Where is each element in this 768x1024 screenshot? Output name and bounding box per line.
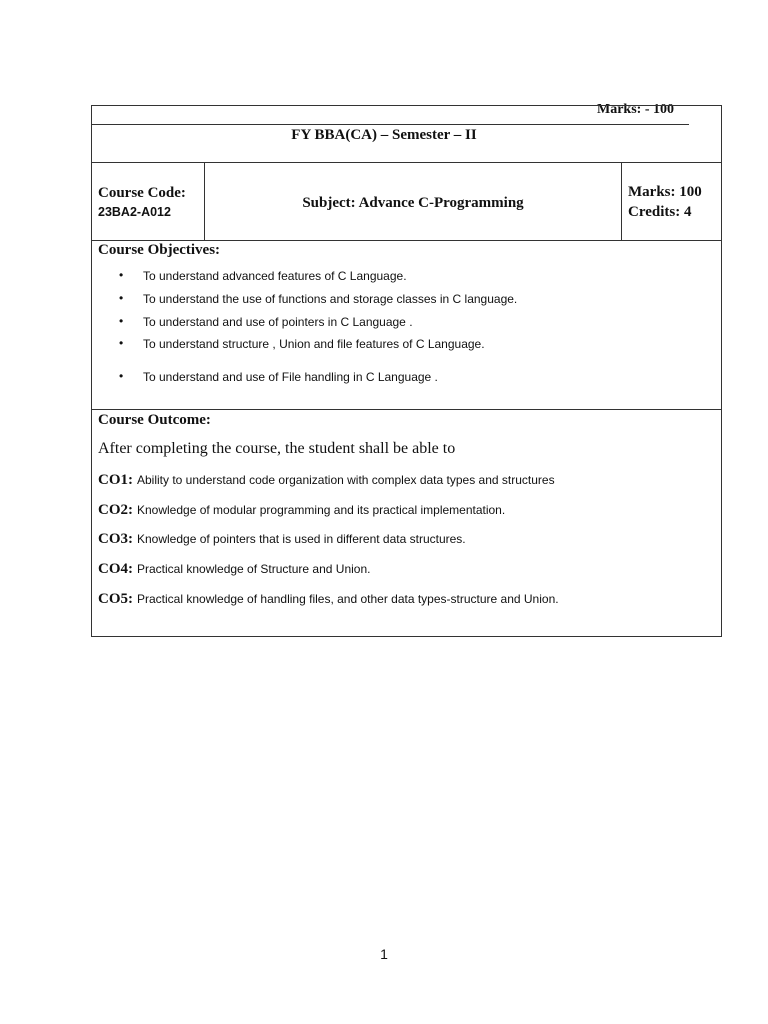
objectives-title: Course Objectives:: [98, 242, 221, 258]
outcome-code: CO1:: [98, 472, 133, 488]
outcome-item: [98, 501, 505, 519]
outcome-item: [98, 590, 559, 608]
divider-after-objectives: [91, 409, 722, 410]
outcomes-title: Course Outcome:: [98, 412, 211, 428]
outcome-text: Ability to understand code organization with complex data types and structures: [137, 473, 555, 487]
outcome-text: Knowledge of pointers that is used in different data structures.: [137, 532, 466, 546]
marks-underline: [91, 124, 689, 125]
outcome-code: CO2:: [98, 502, 133, 518]
outcome-code: CO4:: [98, 561, 133, 577]
objective-item: To understand and use of pointers in C Language .: [143, 315, 413, 329]
marks-header: Marks: - 100: [597, 102, 674, 117]
bullet-icon: •: [119, 336, 124, 350]
outcomes-intro: After completing the course, the student shall be able to: [98, 440, 456, 457]
subject-title: Subject: Advance C-Programming: [302, 195, 524, 211]
divider-after-course-info: [91, 240, 722, 241]
page-number: 1: [380, 946, 388, 962]
objective-item: To understand the use of functions and storage classes in C language.: [143, 292, 518, 306]
objective-item: To understand structure , Union and file features of C Language.: [143, 337, 485, 351]
bullet-icon: •: [119, 291, 124, 305]
outcome-item: [98, 471, 555, 489]
objective-item: To understand advanced features of C Language.: [143, 269, 407, 283]
bullet-icon: •: [119, 268, 124, 282]
outcome-text: Practical knowledge of Structure and Union.: [137, 562, 371, 576]
credits-value: Credits: 4: [628, 204, 692, 220]
divider-after-semester: [91, 162, 722, 163]
outcome-item: [98, 530, 466, 548]
outcome-code: CO5:: [98, 591, 133, 607]
course-code-value: 23BA2-A012: [98, 205, 171, 219]
marks-value: Marks: 100: [628, 184, 702, 200]
course-code-label: Course Code:: [98, 185, 186, 201]
bullet-icon: •: [119, 369, 124, 383]
outcome-text: Knowledge of modular programming and its practical implementation.: [137, 503, 506, 517]
outcome-item: [98, 560, 370, 578]
semester-title: FY BBA(CA) – Semester – II: [291, 127, 477, 143]
objective-item: To understand and use of File handling in C Language .: [143, 370, 438, 384]
bullet-icon: •: [119, 314, 124, 328]
outcome-text: Practical knowledge of handling files, and other data types-structure and Union.: [137, 592, 559, 606]
outcome-code: CO3:: [98, 531, 133, 547]
column-divider-right: [621, 162, 622, 240]
